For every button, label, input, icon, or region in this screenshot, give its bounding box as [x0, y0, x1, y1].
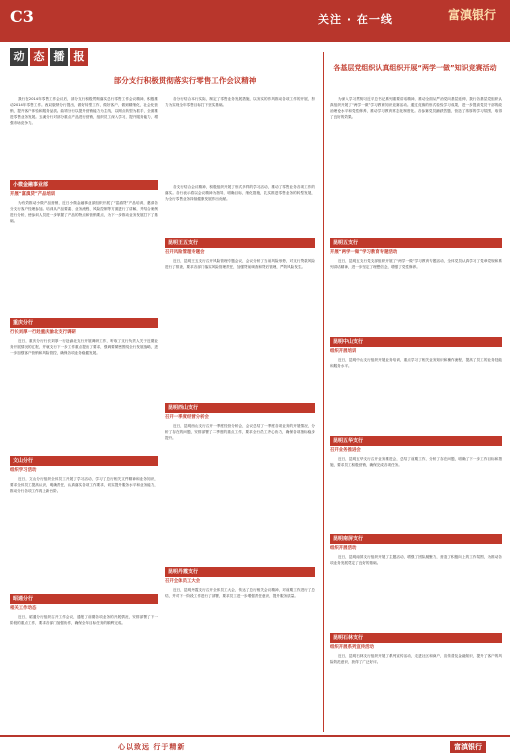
section-text: 近日，昆明五华支行召开业务推进会，总结了前期工作，分析了存在问题，明确了下一步工作目标和措施，要求员工积极营销，确保完成各项任务。 — [330, 456, 502, 467]
section-subtitle: 召开一季度经营分析会 — [165, 414, 209, 420]
section-text: 近日，昭通分行组织召开工作会议，通报了前期各项业务的开展情况，安排部署了下一阶段的重点工作，要求各部门加强协作，确保全年目标任务的顺利完成。 — [10, 615, 158, 625]
banner-char: 播 — [50, 48, 68, 66]
column-divider — [323, 52, 324, 732]
top-bar — [0, 0, 510, 42]
footer-slogan: 心以致远 行于精新 — [118, 743, 186, 751]
page-number: C3 — [10, 7, 34, 26]
section-heading: 昆明西山支行 — [165, 403, 315, 413]
section-heading: 昆明南屏支行 — [330, 534, 502, 544]
section-subtitle: 组织学习活动 — [10, 468, 37, 473]
section-text: 近日，文山分行组织全体员工开展了学习活动，学习了总行相关文件精神和业务知识，要求全体员工提高认识，明确责任，认真落实各项工作要求，切实提升服务水平和业务能力，推动分行各项工作再上新台阶。 — [10, 477, 158, 493]
main-article-cont: 各支行结合会议精神，积极组织开展了形式多样的学习活动，推动了零售业务各项工作的落实。各行表示将以会议精神为指导，明确目标，细化措施，扎实推进零售业务的转型发展，为全行零售业务持续健康发展作出贡献。 — [165, 185, 315, 201]
section-subtitle: 开展“富滇贷”产品培训 — [10, 192, 56, 197]
section-heading: 昭通分行 — [10, 594, 158, 604]
section-heading: 昆明五支行 — [330, 238, 502, 248]
right-article-title: 各基层党组织认真组织开展“两学一做”知识竞赛活动 — [333, 64, 497, 72]
banner-char: 动 — [10, 48, 28, 66]
section-text: 近日，昆明王五支行召开风险管理专题会议，会议分析了当前风险形势，对支行贷款风险进行了排查，要求各部门落实风险管理责任，加强贷前调查和贷后管理，严防风险发生。 — [165, 259, 315, 269]
section-heading: 昆明中山支行 — [330, 337, 502, 347]
section-text: 近日，重庆分行行长刘厚一行赴渝北支行开展调研工作，听取了支行负责人关于近期业务开展情况的汇报，并就支行下一步工作重点提出了要求，强调要紧密围绕全行发展战略，进一步加强客户营销和风险管控，确保各项业务稳健发展。 — [10, 339, 158, 355]
section-text: 近日，昆明石林支行组织开展了系列宣传活动，走进社区和商户，宣传普及金融知识，提升了客户的风险防范意识，获得了广泛好评。 — [330, 654, 502, 665]
section-text: 为有效推动小微产品营销，近日小微金融事业部组织开展了“富滇贷”产品培训，邀请各分支行客户经理参加。培训从产品要素、业务流程、风险控制等方面进行了讲解，并结合案例进行分析，使参训人员进一步掌握了产品的特点和营销要点，为下一步推动业务发展打下了基础。 — [10, 201, 158, 223]
section-heading: 昆明五华支行 — [330, 436, 502, 446]
section-text: 近日，昆明五支行党支部组织开展了“两学一做”学习教育专题活动，全体党员认真学习了党章党规和系列讲话精神，进一步坚定了理想信念，增强了党性修养。 — [330, 259, 502, 269]
section-subtitle: 组织开展培训 — [330, 348, 357, 354]
banner-char: 报 — [70, 48, 88, 66]
right-column — [330, 238, 502, 732]
section-subtitle: 召开风险管理专题会 — [165, 250, 205, 255]
section-subtitle: 相关工作动态 — [10, 606, 37, 611]
section-heading: 昆明石林支行 — [330, 633, 502, 643]
section-text: 近日，昆明丹霞支行召开全体员工大会，传达了总行相关会议精神，对前期工作进行了总结，并对下一阶段工作进行了部署，要求员工进一步增强责任意识，提升服务质量。 — [165, 588, 315, 599]
main-article-title: 部分支行积极贯彻落实行零售工作会议精神 — [113, 76, 257, 85]
right-article-text: 为深入学习贯彻习近平总书记系列重要讲话精神，推动全面从严治党向基层延伸，我行各基层党组织认真组织开展了“两学一做”学习教育知识竞赛活动。通过竞赛的形式检验学习成果，进一步提高党员干部的政治理论水平和党性修养，推动学习教育常态化制度化。各参赛党员踊跃答题，营造了浓厚的学习氛围，取得了良好的效果。 — [330, 97, 502, 119]
main-article-text-2: 各分行结合本行实际，制定了零售业务发展措施，以务实的作风推动各项工作的开展，努力为实现全年零售目标打下坚实基础。 — [165, 97, 315, 107]
section-subtitle: 组织开展系列宣传活动 — [330, 645, 374, 651]
section-subtitle: 召开业务推进会 — [330, 447, 361, 453]
section-heading: 重庆分行 — [10, 318, 158, 328]
left-column — [10, 180, 158, 732]
section-subtitle: 召开全体员工大会 — [165, 579, 201, 585]
main-article-text: 我行在2014年零售工作会议后，部分支行积极贯彻落实总行零售工作会议精神，积极推动2014年零售工作。西双版纳分行提出，做好转型工作，做好客户，做到精细化，社会化营销，提升客户体验和服务品质。曲靖分行以提升营销能力为主线，以网点转型为抓手，全面推进零售业务发展。玉溪分行对部分重点产品进行营销，组织员工深入学习，提升服务能力，增强市场竞争力。 — [10, 97, 158, 125]
section-subtitle: 组织开展活动 — [330, 546, 357, 552]
section-text: 近日，昆明西山支行召开一季度经营分析会，会议总结了一季度各项业务的开展情况，分析了存在的问题，安排部署了二季度的重点工作，要求全行员工齐心协力，确保各项指标稳步提升。 — [165, 423, 315, 440]
footer — [0, 735, 510, 755]
footer-logo: 富滇银行 — [450, 741, 486, 753]
section-text: 近日，昆明中山支行组织开展业务培训，重点学习了相关业务知识和操作流程，提高了员工的业务技能和服务水平。 — [330, 357, 502, 368]
section-heading: 昆明王五支行 — [165, 238, 315, 248]
section-text: 近日，昆明南屏支行组织开展了主题活动，增强了团队凝聚力，营造了积极向上的工作氛围，为推动各项业务发展奠定了良好的基础。 — [330, 555, 502, 566]
section-heading: 文山分行 — [10, 456, 158, 466]
section-subtitle: 行长刘厚一行赴重庆渝北支行调研 — [10, 330, 76, 335]
column-banner — [10, 48, 90, 66]
section-title: 关注 · 在一线 — [318, 13, 393, 26]
section-heading: 小微金融事业部 — [10, 180, 158, 190]
section-subtitle: 开展“两学一做”学习教育专题活动 — [330, 250, 398, 255]
bank-logo: 富滇银行 — [448, 8, 497, 22]
banner-char: 态 — [30, 48, 48, 66]
section-heading: 昆明丹霞支行 — [165, 567, 315, 577]
middle-column — [165, 238, 315, 732]
